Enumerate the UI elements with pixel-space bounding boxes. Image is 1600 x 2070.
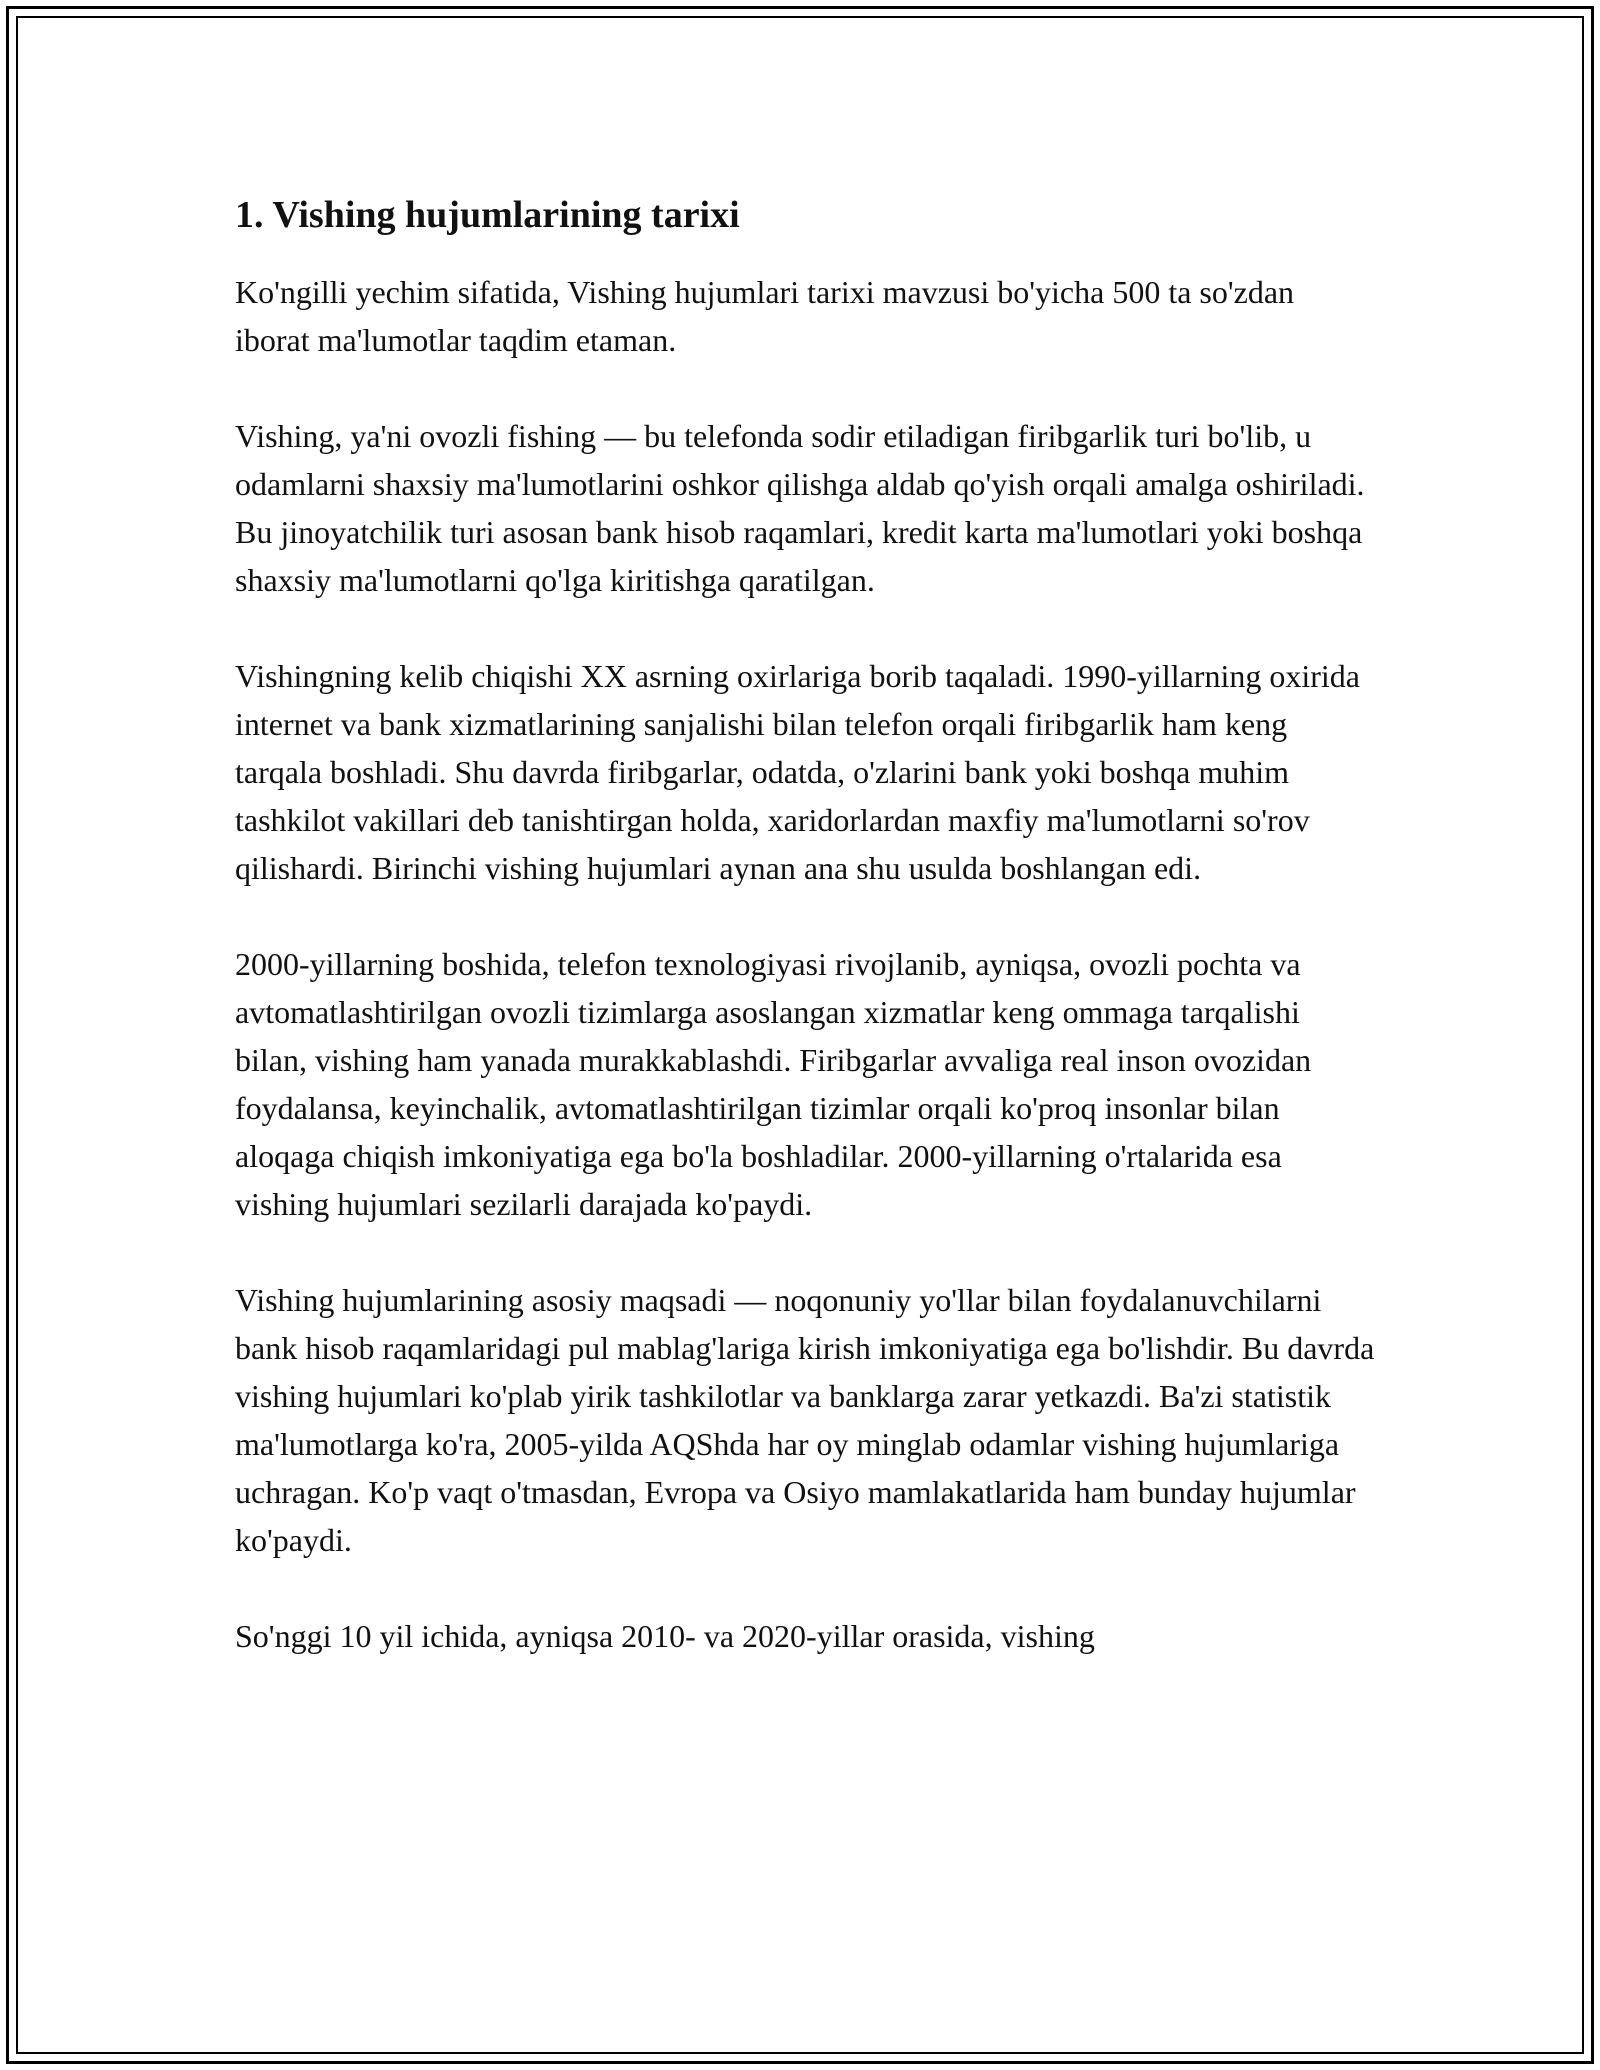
document-body bbox=[235, 188, 1375, 1660]
section-heading: 1. Vishing hujumlarining tarixi bbox=[235, 194, 740, 236]
paragraph-intro: Ko'ngilli yechim sifatida, Vishing hujumlari tarixi mavzusi bo'yicha 500 ta so'zdan iborat ma'lumotlar taqdim etaman. bbox=[235, 274, 1295, 358]
paragraph-origins: Vishingning kelib chiqishi XX asrning oxirlariga borib taqaladi. 1990-yillarning oxirida internet va bank xizmatlarining sanjalishi bilan telefon orqali firibgarlik ham keng tarqala boshladi. Shu davrda firibgarlar, odatda, o'zlarini bank yoki boshqa muhim tashkilot vakillari deb tanishtirgan holda, xaridorlardan maxfiy ma'lumotlarni so'rov qilishardi. Birinchi vishing hujumlari aynan ana shu usulda boshlangan edi. bbox=[235, 658, 1360, 886]
paragraph-recent: So'nggi 10 yil ichida, ayniqsa 2010- va 2020-yillar orasida, vishing bbox=[235, 1618, 1095, 1654]
paragraph-2000s: 2000-yillarning boshida, telefon texnologiyasi rivojlanib, ayniqsa, ovozli pochta va avtomatlashtirilgan ovozli tizimlarga asoslangan xizmatlar keng ommaga tarqalishi bilan, vishing ham yanada murakkablashdi. Firibgarlar avvaliga real inson ovozidan foydalansa, keyinchalik, avtomatlashtirilgan tizimlar orqali ko'proq insonlar bilan aloqaga chiqish imkoniyatiga ega bo'la boshladilar. 2000-yillarning o'rtalarida esa vishing hujumlari sezilarli darajada ko'paydi. bbox=[235, 946, 1312, 1222]
paragraph-goals: Vishing hujumlarining asosiy maqsadi — noqonuniy yo'llar bilan foydalanuvchilarni bank hisob raqamlaridagi pul mablag'lariga kirish imkoniyatiga ega bo'lishdir. Bu davrda vishing hujumlari ko'plab yirik tashkilotlar va banklarga zarar yetkazdi. Ba'zi statistik ma'lumotlarga ko'ra, 2005-yilda AQShda har oy minglab odamlar vishing hujumlariga uchragan. Ko'p vaqt o'tmasdan, Evropa va Osiyo mamlakatlarida ham bunday hujumlar ko'paydi. bbox=[235, 1282, 1375, 1558]
paragraph-definition: Vishing, ya'ni ovozli fishing — bu telefonda sodir etiladigan firibgarlik turi bo'lib, u odamlarni shaxsiy ma'lumotlarini oshkor qilishga aldab qo'yish orqali amalga oshiriladi. Bu jinoyatchilik turi asosan bank hisob raqamlari, kredit karta ma'lumotlari yoki boshqa shaxsiy ma'lumotlarni qo'lga kiritishga qaratilgan. bbox=[235, 418, 1365, 598]
